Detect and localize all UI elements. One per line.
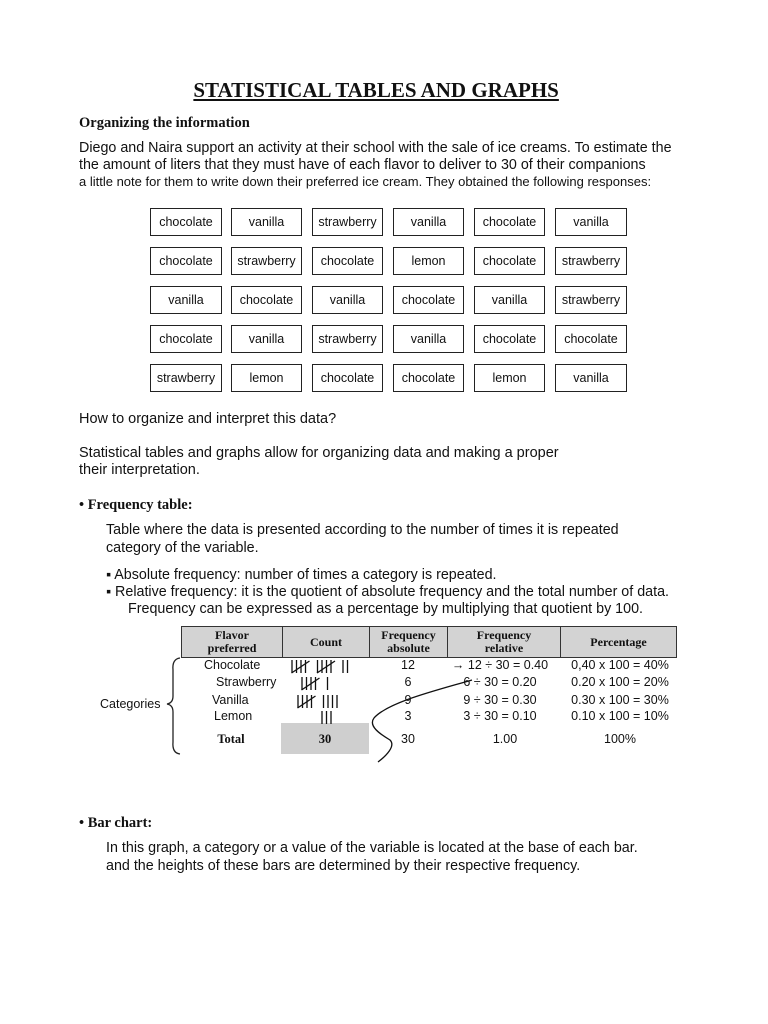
section-subtitle: Organizing the information <box>79 115 250 131</box>
percentage-value: 0.30 x 100 = 30% <box>571 693 669 707</box>
header-flavor: Flavor preferred <box>182 627 283 658</box>
response-box: chocolate <box>312 364 383 392</box>
relative-frequency: 3 ÷ 30 = 0.10 <box>463 709 537 723</box>
total-label: Total <box>217 732 245 746</box>
total-count: 30 <box>318 732 332 746</box>
absolute-frequency: 12 <box>401 658 415 672</box>
tally-marks <box>320 710 400 726</box>
tally-marks <box>290 659 370 675</box>
response-box: chocolate <box>150 208 222 236</box>
absolute-frequency: 9 <box>404 693 412 707</box>
response-box: vanilla <box>312 286 383 314</box>
response-box: lemon <box>474 364 545 392</box>
response-box: chocolate <box>555 325 627 353</box>
response-box: vanilla <box>393 208 464 236</box>
flavor-name: Vanilla <box>212 693 249 707</box>
tally-marks <box>300 676 380 692</box>
absolute-frequency: 6 <box>404 675 412 689</box>
response-box: vanilla <box>150 286 222 314</box>
response-box: vanilla <box>474 286 545 314</box>
statement-line-2: their interpretation. <box>79 462 200 478</box>
flavor-name: Lemon <box>214 709 253 723</box>
absolute-frequency-point: ▪ Absolute frequency: number of times a category is repeated. <box>106 567 497 583</box>
tally-marks <box>296 694 376 710</box>
page-title: STATISTICAL TABLES AND GRAPHS <box>193 78 559 102</box>
response-box: strawberry <box>555 286 627 314</box>
percentage-value: 0,40 x 100 = 40% <box>571 658 669 672</box>
flavor-name: Strawberry <box>216 675 277 689</box>
response-box: vanilla <box>231 325 302 353</box>
question-text: How to organize and interpret this data? <box>79 411 337 427</box>
response-box: chocolate <box>150 325 222 353</box>
flavor-name: Chocolate <box>204 658 261 672</box>
intro-line-1: Diego and Naira support an activity at their school with the sale of ice creams. To estimate the <box>79 140 672 156</box>
categories-brace <box>164 656 184 756</box>
response-box: chocolate <box>312 247 383 275</box>
relative-frequency: 6 ÷ 30 = 0.20 <box>463 675 537 689</box>
relative-frequency: 9 ÷ 30 = 0.30 <box>463 693 537 707</box>
bar-chart-description-1: In this graph, a category or a value of the variable is located at the base of each bar. <box>106 840 638 856</box>
intro-line-3: a little note for them to write down their preferred ice cream. They obtained the following responses: <box>79 174 652 189</box>
total-absolute: 30 <box>401 732 415 746</box>
total-relative: 1.00 <box>492 732 518 746</box>
response-box: lemon <box>393 247 464 275</box>
bar-chart-description-2: and the heights of these bars are determined by their respective frequency. <box>106 858 581 874</box>
percentage-point: Frequency can be expressed as a percentage by multiplying that quotient by 100. <box>128 601 644 617</box>
percentage-value: 0.20 x 100 = 20% <box>571 675 669 689</box>
intro-line-2: the amount of liters that they must have of each flavor to deliver to 30 of their companions <box>79 157 646 173</box>
response-box: chocolate <box>393 286 464 314</box>
response-box: chocolate <box>474 325 545 353</box>
response-box: chocolate <box>474 247 545 275</box>
response-box: strawberry <box>312 208 383 236</box>
response-box: strawberry <box>231 247 302 275</box>
response-box: lemon <box>231 364 302 392</box>
response-box: strawberry <box>555 247 627 275</box>
response-box: chocolate <box>150 247 222 275</box>
frequency-description-2: category of the variable. <box>106 540 259 556</box>
response-box: vanilla <box>555 364 627 392</box>
header-count: Count <box>283 627 370 658</box>
response-box: chocolate <box>393 364 464 392</box>
response-box: chocolate <box>231 286 302 314</box>
total-percentage: 100% <box>604 732 636 746</box>
frequency-table-header <box>181 626 677 658</box>
relative-frequency: → 12 ÷ 30 = 0.40 <box>451 658 549 672</box>
response-box: strawberry <box>312 325 383 353</box>
categories-label: Categories <box>100 697 161 711</box>
frequency-description-1: Table where the data is presented according to the number of times it is repeated <box>106 522 619 538</box>
absolute-frequency: 3 <box>404 709 412 723</box>
response-box: vanilla <box>231 208 302 236</box>
response-box: vanilla <box>393 325 464 353</box>
frequency-table-heading: • Frequency table: <box>79 497 193 513</box>
header-relative: Frequency relative <box>448 627 561 658</box>
header-percentage: Percentage <box>561 627 677 658</box>
response-box: vanilla <box>555 208 627 236</box>
response-box: strawberry <box>150 364 222 392</box>
percentage-value: 0.10 x 100 = 10% <box>571 709 669 723</box>
header-absolute: Frequency absolute <box>370 627 448 658</box>
relative-frequency-point: ▪ Relative frequency: it is the quotient of absolute frequency and the total number of data. <box>106 584 669 600</box>
response-box: chocolate <box>474 208 545 236</box>
bar-chart-heading: • Bar chart: <box>79 815 153 831</box>
statement-line-1: Statistical tables and graphs allow for organizing data and making a proper <box>79 445 559 461</box>
